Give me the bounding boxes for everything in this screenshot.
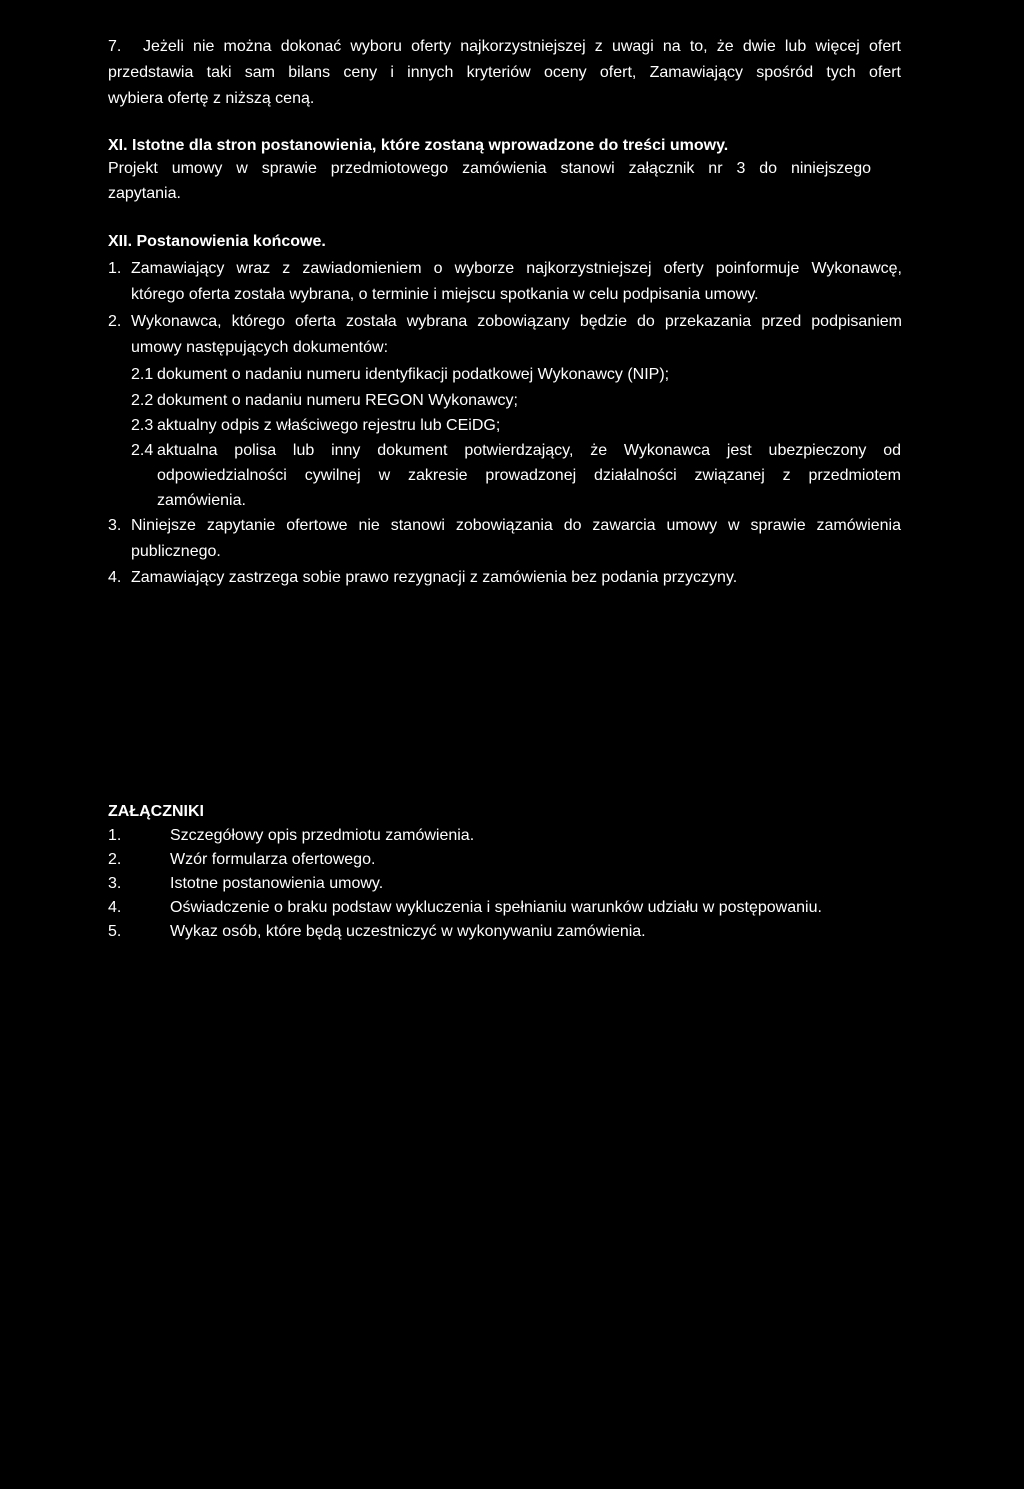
section-xi-line-2: zapytania. <box>108 185 181 202</box>
xii-subitem-2-4-line-1: aktualna polisa lub inny dokument potwierdzający, że Wykonawca jest ubezpieczony od <box>157 442 901 459</box>
xii-subitem-2-2-text: dokument o nadaniu numeru REGON Wykonawcy; <box>157 392 518 409</box>
xii-item-3-line-2: publicznego. <box>131 543 221 560</box>
attachment-5-text: Wykaz osób, które będą uczestniczyć w wykonywaniu zamówienia. <box>170 923 646 940</box>
xii-item-1-line-2: którego oferta została wybrana, o terminie i miejscu spotkania w celu podpisania umowy. <box>131 286 759 303</box>
xii-item-2-line-2: umowy następujących dokumentów: <box>131 339 389 356</box>
xii-item-4-line-1: Zamawiający zastrzega sobie prawo rezygnacji z zamówienia bez podania przyczyny. <box>131 569 738 586</box>
section-7-number: 7. <box>108 38 122 55</box>
attachment-3-number: 3. <box>108 875 122 892</box>
xii-subitem-2-3-text: aktualny odpis z właściwego rejestru lub CEiDG; <box>157 417 501 434</box>
xii-item-2-number: 2. <box>108 313 122 330</box>
attachment-1-text: Szczegółowy opis przedmiotu zamówienia. <box>170 827 475 844</box>
xii-subitem-2-4-line-3: zamówienia. <box>157 492 246 509</box>
xii-subitem-2-1-text: dokument o nadaniu numeru identyfikacji podatkowej Wykonawcy (NIP); <box>157 366 670 383</box>
attachment-1-number: 1. <box>108 827 122 844</box>
xii-item-4-number: 4. <box>108 569 122 586</box>
attachment-4-number: 4. <box>108 899 122 916</box>
xii-subitem-2-2-number: 2.2 <box>131 392 154 409</box>
xii-item-3-number: 3. <box>108 517 122 534</box>
attachment-2-number: 2. <box>108 851 122 868</box>
section-7-line-2: przedstawia taki sam bilans ceny i innych kryteriów oceny ofert, Zamawiający spośród tych ofert <box>108 64 901 81</box>
xii-item-2-line-1: Wykonawca, którego oferta została wybrana zobowiązany będzie do przekazania przed podpisaniem <box>131 313 902 330</box>
attachments-heading: ZAŁĄCZNIKI <box>108 803 204 820</box>
section-7-line-3: wybiera ofertę z niższą ceną. <box>108 90 315 107</box>
xii-subitem-2-1-number: 2.1 <box>131 366 154 383</box>
attachment-2-text: Wzór formularza ofertowego. <box>170 851 376 868</box>
attachment-4-text: Oświadczenie o braku podstaw wykluczenia i spełnianiu warunków udziału w postępowaniu. <box>170 899 822 916</box>
section-7-line-1: Jeżeli nie można dokonać wyboru oferty najkorzystniejszej z uwagi na to, że dwie lub więcej ofert <box>143 38 901 55</box>
section-xii-heading: XII. Postanowienia końcowe. <box>108 233 326 250</box>
xii-subitem-2-4-line-2: odpowiedzialności cywilnej w zakresie prowadzonej działalności związanej z przedmiotem <box>157 467 901 484</box>
xii-item-1-number: 1. <box>108 260 122 277</box>
xii-subitem-2-3-number: 2.3 <box>131 417 154 434</box>
xii-item-1-line-1: Zamawiający wraz z zawiadomieniem o wyborze najkorzystniejszej oferty poinformuje Wykonawcę, <box>131 260 902 277</box>
section-xi-line-1: Projekt umowy w sprawie przedmiotowego zamówienia stanowi załącznik nr 3 do niniejszego <box>108 160 871 177</box>
section-xi-heading: XI. Istotne dla stron postanowienia, które zostaną wprowadzone do treści umowy. <box>108 137 729 154</box>
xii-subitem-2-4-number: 2.4 <box>131 442 154 459</box>
attachment-5-number: 5. <box>108 923 122 940</box>
attachment-3-text: Istotne postanowienia umowy. <box>170 875 384 892</box>
xii-item-3-line-1: Niniejsze zapytanie ofertowe nie stanowi zobowiązania do zawarcia umowy w sprawie zamówienia <box>131 517 901 534</box>
